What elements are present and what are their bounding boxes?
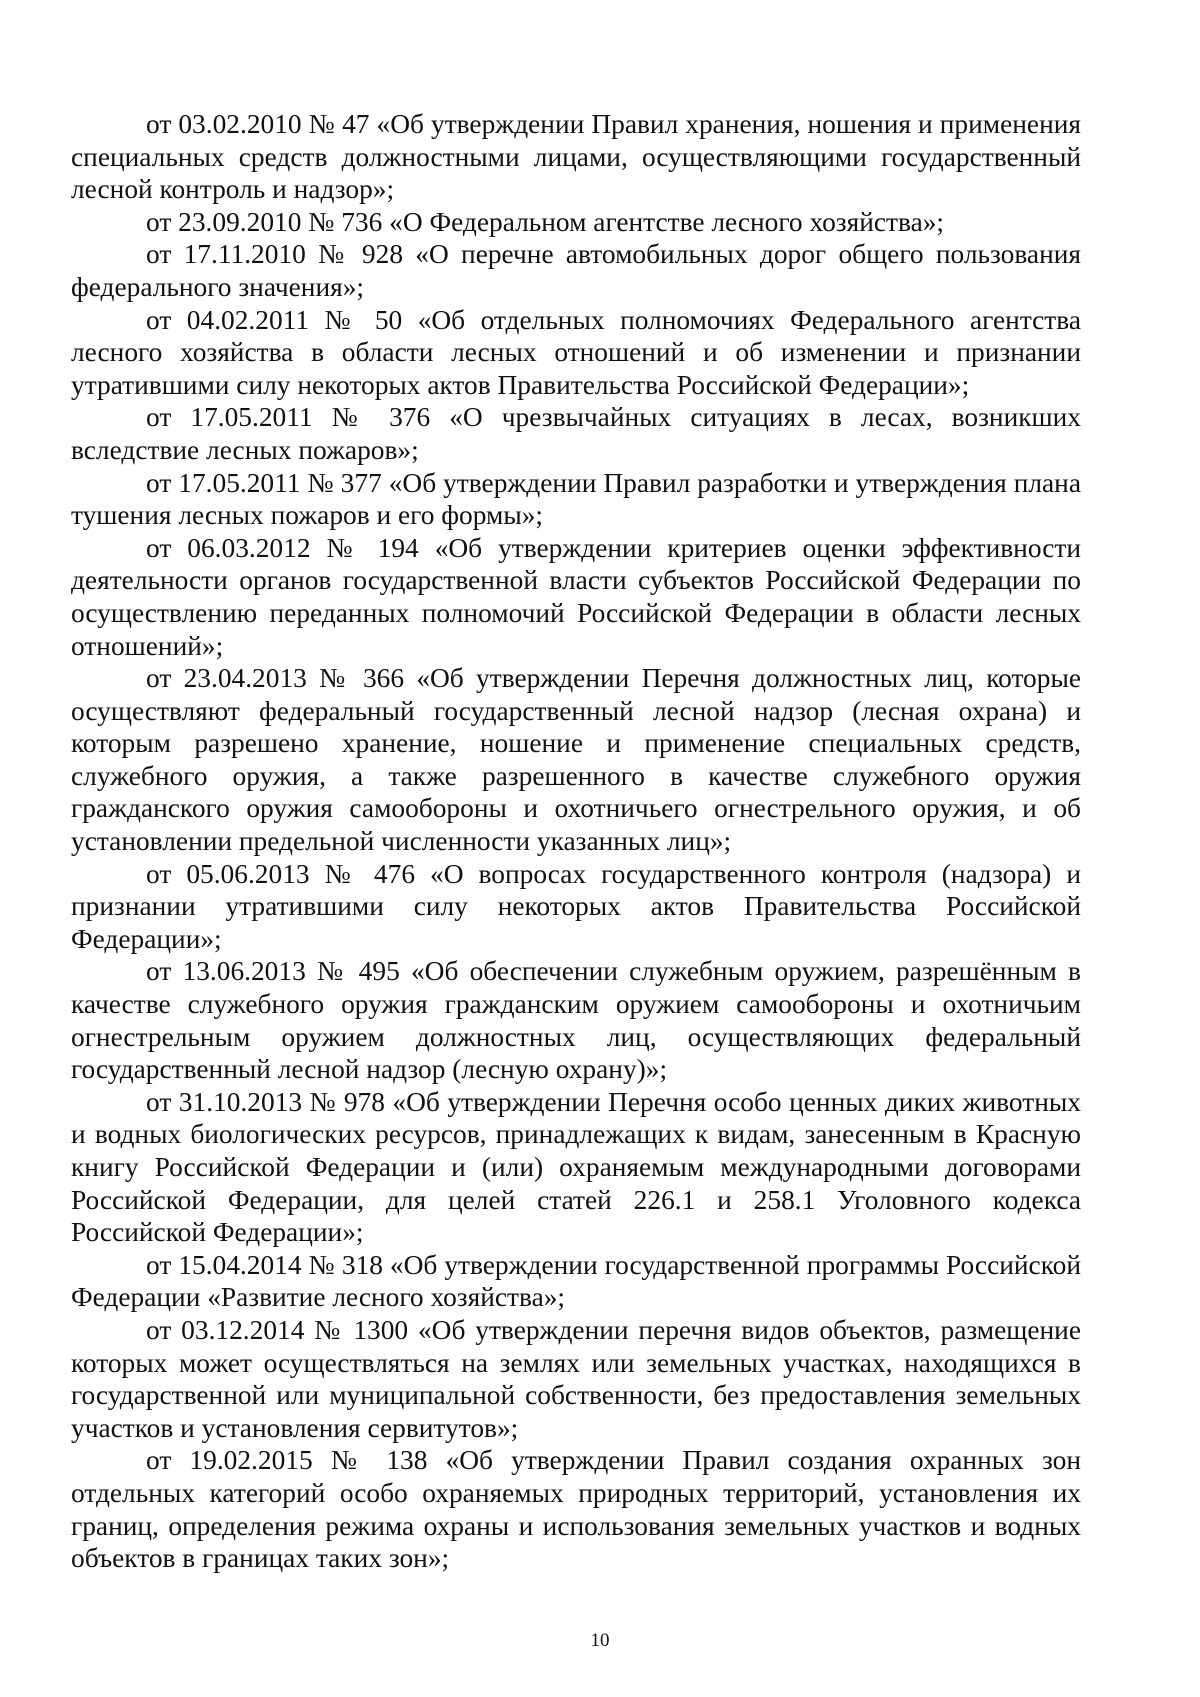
decree-paragraph: от 04.02.2011 № 50 «Об отдельных полномочиях Федерального агентства лесного хозяйства в области лесных отношений и об изменении и признании утратившими силу некоторых актов Правительства Российской Федерации»; (71, 304, 1081, 400)
decree-paragraph: от 17.11.2010 № 928 «О перечне автомобильных дорог общего пользования федерального значения»; (71, 239, 1081, 302)
decree-paragraph: от 15.04.2014 № 318 «Об утверждении государственной программы Российской Федерации «Развитие лесного хозяйства»; (71, 1249, 1081, 1313)
decree-paragraph: от 31.10.2013 № 978 «Об утверждении Перечня особо ценных диких животных и водных биологических ресурсов, принадлежащих к видам, занесенным в Красную книгу Российской Федерации и (или) охраняемым международными договорами Российской Федерации, для целей статей 226.1 и 258.1 Уголовного кодекса Российской Федерации»; (71, 1086, 1081, 1248)
decree-paragraph: от 03.02.2010 № 47 «Об утверждении Правил хранения, ношения и применения специальных средств должностными лицами, осуществляющими государственный лесной контроль и надзор»; (71, 109, 1081, 205)
decree-paragraph: от 17.05.2011 № 376 «О чрезвычайных ситуациях в лесах, возникших вследствие лесных пожаров»; (71, 402, 1081, 465)
decree-paragraph: от 17.05.2011 № 377 «Об утверждении Правил разработки и утверждения плана тушения лесных пожаров и его формы»; (71, 467, 1081, 531)
document-body (71, 108, 1081, 1575)
decree-paragraph: от 19.02.2015 № 138 «Об утверждении Правил создания охранных зон отдельных категорий особо охраняемых природных территорий, установления их границ, определения режима охраны и использования земельных участков и водных объектов в границах таких зон»; (71, 1445, 1081, 1574)
page-number: 10 (590, 1630, 610, 1651)
decree-paragraph: от 06.03.2012 № 194 «Об утверждении критериев оценки эффективности деятельности органов государственной власти субъектов Российской Федерации по осуществлению переданных полномочий Российской Федерации в области лесных отношений»; (71, 532, 1081, 661)
decree-paragraph: от 03.12.2014 № 1300 «Об утверждении перечня видов объектов, размещение которых может осуществляться на землях или земельных участках, находящихся в государственной или муниципальной собственности, без предоставления земельных участков и установления сервитутов»; (71, 1314, 1081, 1443)
decree-paragraph: от 05.06.2013 № 476 «О вопросах государственного контроля (надзора) и признании утратившими силу некоторых актов Правительства Российской Федерации»; (71, 858, 1081, 954)
decree-paragraph: от 23.09.2010 № 736 «О Федеральном агентстве лесного хозяйства»; (146, 206, 945, 237)
decree-paragraph: от 23.04.2013 № 366 «Об утверждении Перечня должностных лиц, которые осуществляют федеральный государственный лесной надзор (лесная охрана) и которым разрешено хранение, ношение и применение специальных средств, служебного оружия, а также разрешенного в качестве служебного оружия гражданского оружия самообороны и охотничьего огнестрельного оружия, и об установлении предельной численности указанных лиц»; (71, 663, 1081, 857)
decree-paragraph: от 13.06.2013 № 495 «Об обеспечении служебным оружием, разрешённым в качестве служебного оружия гражданским оружием самообороны и охотничьим огнестрельным оружием должностных лиц, осуществляющих федеральный государственный лесной надзор (лесную охрану)»; (71, 956, 1081, 1085)
